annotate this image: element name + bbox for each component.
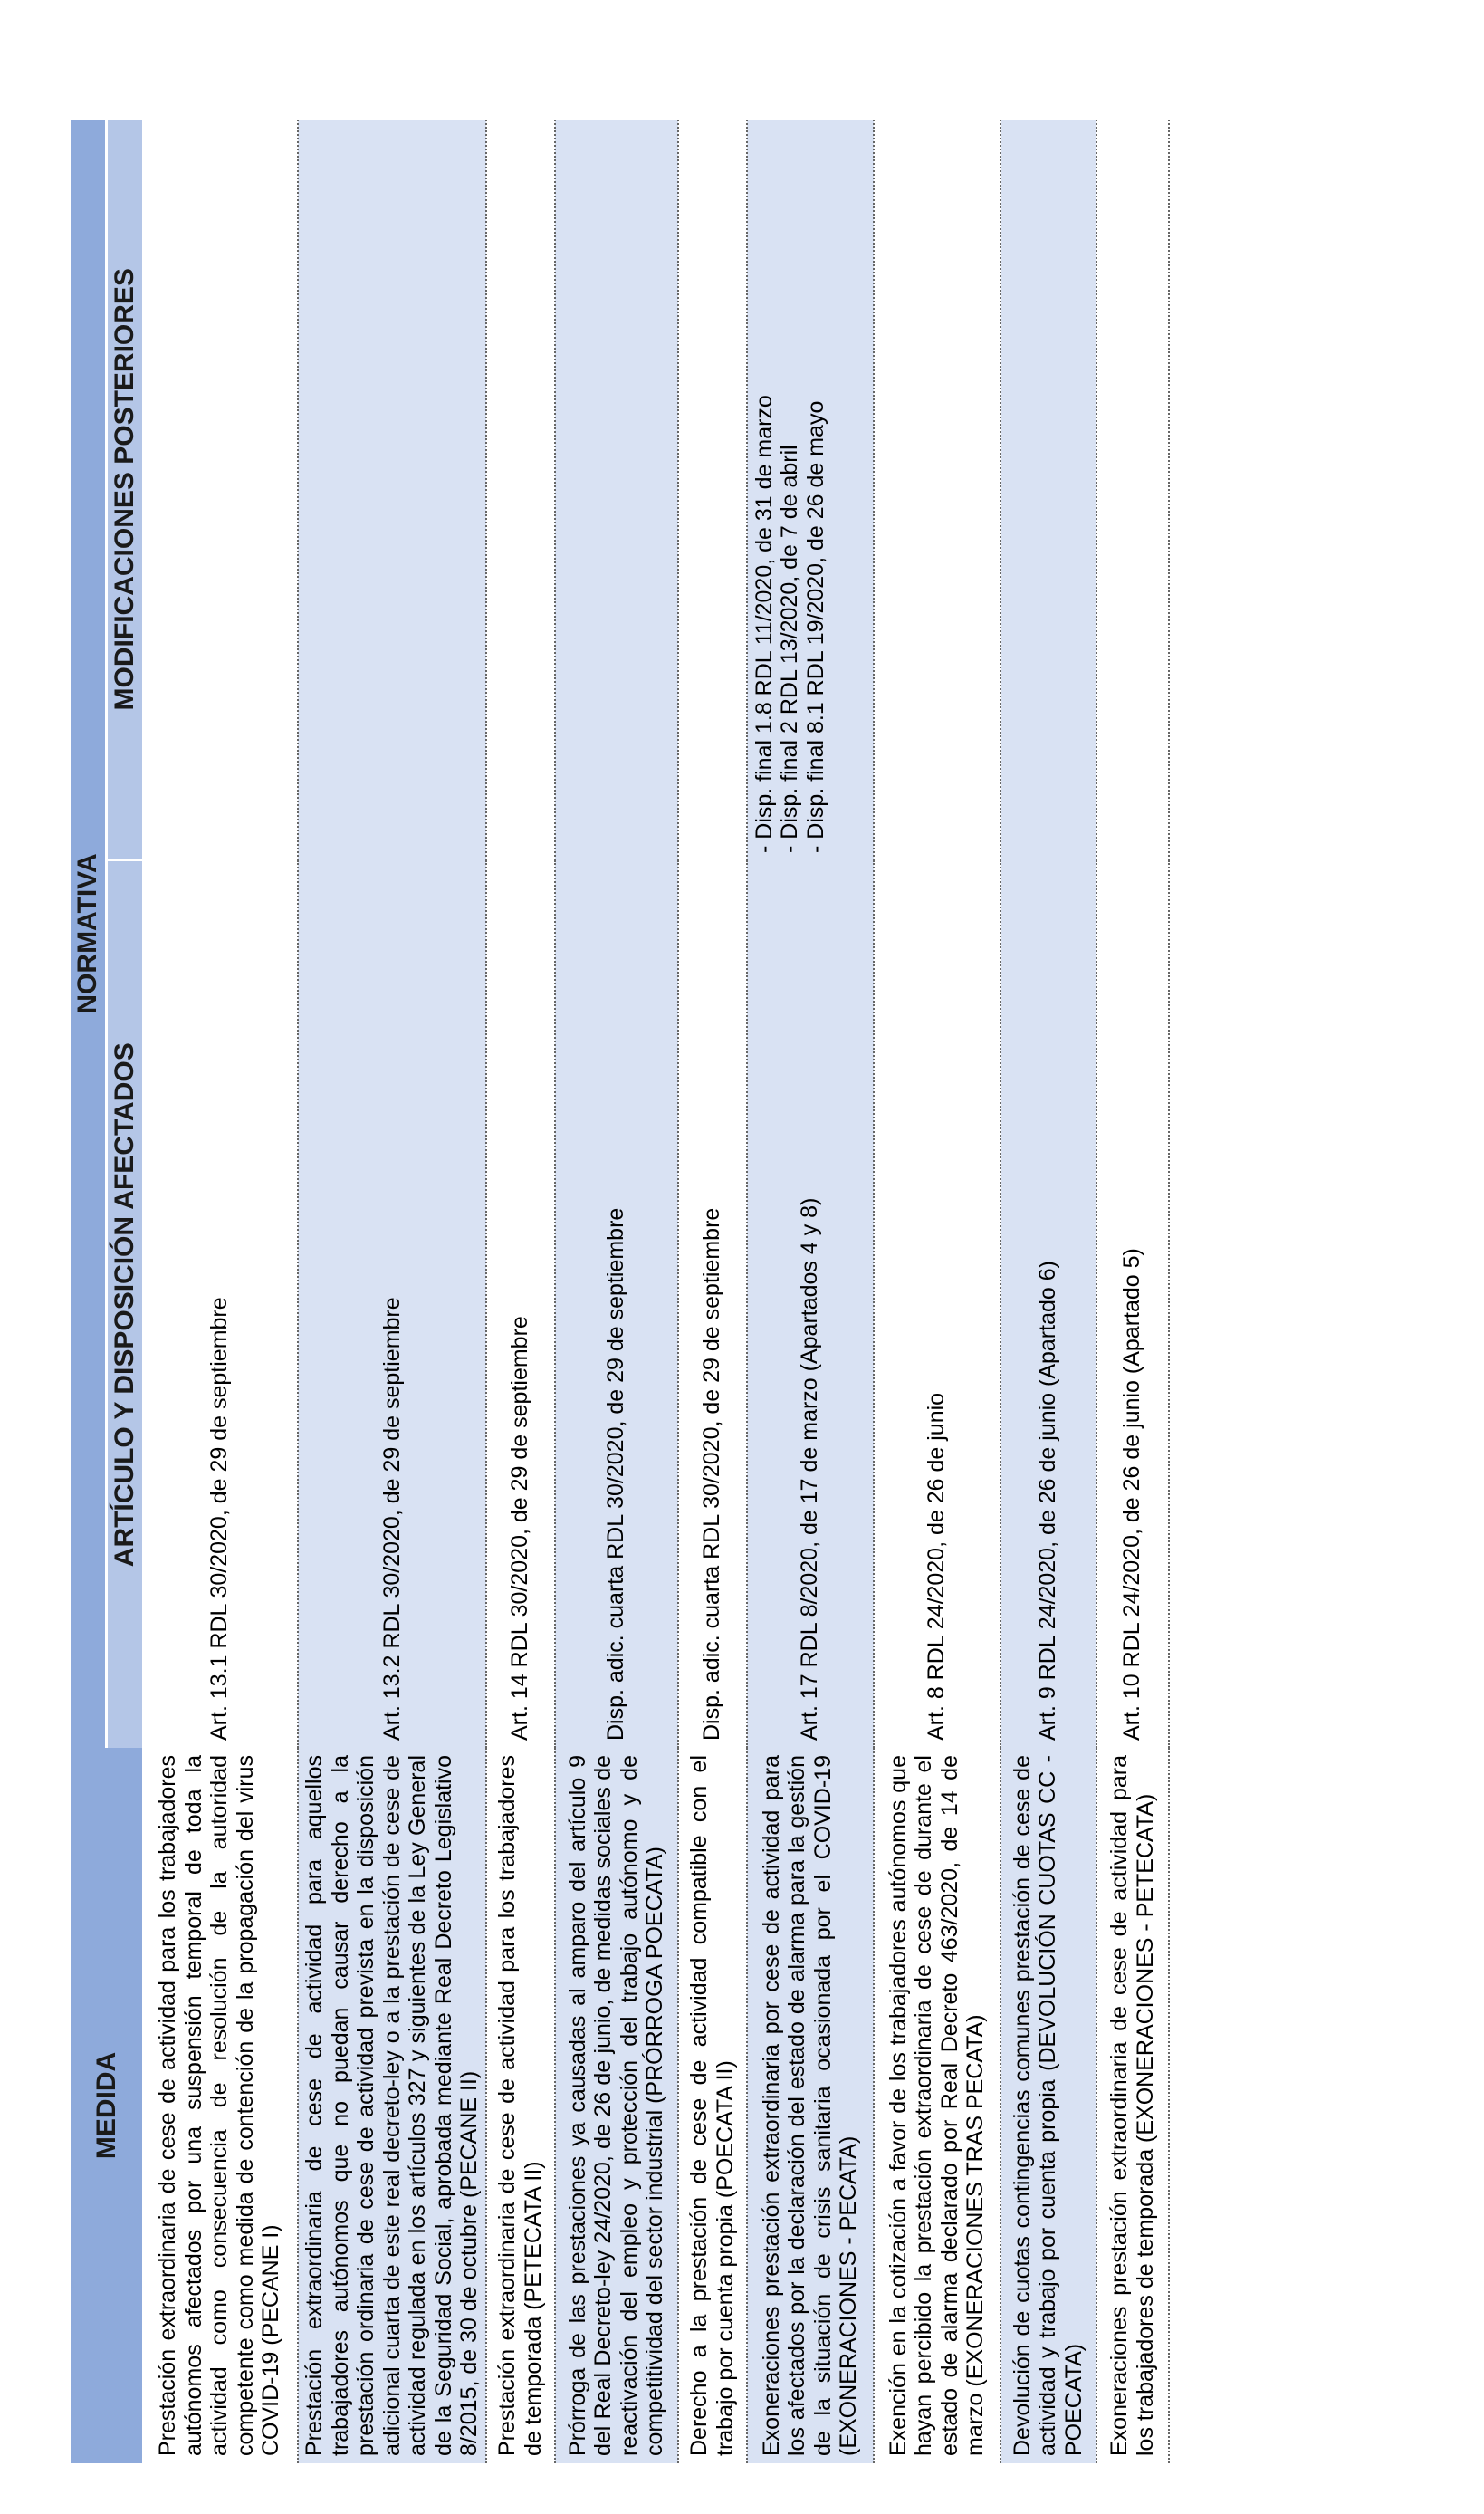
medida-cell: Prestación extraordinaria de cese de actividad para los trabajadores de temporada (PETECATA II) — [486, 1748, 555, 2463]
modificaciones-cell — [142, 120, 298, 860]
header-normativa: NORMATIVA — [71, 120, 107, 1748]
table-row — [555, 120, 678, 2463]
modificaciones-cell — [298, 120, 486, 860]
medida-cell: Prestación extraordinaria de cese de actividad para los trabajadores autónomos afectados por una suspensión temporal de toda la actividad como consecuencia de resolución de la autoridad competente como medida de contención de la propagación del virus COVID-19 (PECANE I) — [142, 1748, 298, 2463]
modificaciones-cell — [1001, 120, 1096, 860]
modificaciones-cell — [874, 120, 1001, 860]
table-row — [298, 120, 486, 2463]
table-row — [678, 120, 747, 2463]
articulo-cell: Art. 17 RDL 8/2020, de 17 de marzo (Apartados 4 y 8) — [747, 860, 874, 1748]
articulo-cell: Art. 9 RDL 24/2020, de 26 de junio (Apartado 6) — [1001, 860, 1096, 1748]
table-row — [874, 120, 1001, 2463]
header-modificaciones: MODIFICACIONES POSTERIORES — [107, 120, 143, 860]
modificacion-item: - Disp. final 8.1 RDL 19/2020, de 26 de mayo — [802, 400, 828, 853]
header-medida: MEDIDA — [71, 1748, 142, 2463]
articulo-cell: Art. 13.1 RDL 30/2020, de 29 de septiembre — [142, 860, 298, 1748]
table-row — [1001, 120, 1096, 2463]
medida-cell: Exoneraciones prestación extraordinaria de cese de actividad para los trabajadores de temporada (EXONERACIONES - PETECATA) — [1096, 1748, 1169, 2463]
medida-cell: Exoneraciones prestación extraordinaria por cese de actividad para los afectados por la declaración del estado de alarma para la gestión de la situación de crisis sanitaria ocasionada por el COVID-19 (EXONERACIONES - PECATA) — [747, 1748, 874, 2463]
articulo-cell: Art. 8 RDL 24/2020, de 26 de junio — [874, 860, 1001, 1748]
measures-table — [71, 120, 1170, 2463]
modificaciones-cell — [486, 120, 555, 860]
modificacion-item: - Disp. final 1.8 RDL 11/2020, de 31 de marzo — [751, 395, 777, 853]
articulo-cell: Art. 10 RDL 24/2020, de 26 de junio (Apartado 5) — [1096, 860, 1169, 1748]
medida-cell: Exención en la cotización a favor de los trabajadores autónomos que hayan percibido la prestación extraordinaria de cese de durante el estado de alarma declarado por Real Decreto 463/2020, de 14 de marzo (EXONERACIONES TRAS PECATA) — [874, 1748, 1001, 2463]
modificacion-item: - Disp. final 2 RDL 13/2020, de 7 de abril — [777, 445, 802, 853]
table-row — [486, 120, 555, 2463]
medida-cell: Prórroga de las prestaciones ya causadas al amparo del artículo 9 del Real Decreto-ley 24/2020, de 26 de junio, de medidas sociales de reactivación del empleo y protección del trabajo autónomo y de competitividad del sector industrial (PRÓRROGA POECATA) — [555, 1748, 678, 2463]
articulo-cell: Disp. adic. cuarta RDL 30/2020, de 29 de septiembre — [678, 860, 747, 1748]
modificaciones-cell — [678, 120, 747, 860]
articulo-cell: Art. 14 RDL 30/2020, de 29 de septiembre — [486, 860, 555, 1748]
table-row — [747, 120, 874, 2463]
articulo-cell: Art. 13.2 RDL 30/2020, de 29 de septiembre — [298, 860, 486, 1748]
table-row — [1096, 120, 1169, 2463]
medida-cell: Devolución de cuotas contingencias comunes prestación de cese de actividad y trabajo por cuenta propia (DEVOLUCIÓN CUOTAS CC - POECATA) — [1001, 1748, 1096, 2463]
modificaciones-cell — [747, 120, 874, 860]
table-row — [142, 120, 298, 2463]
header-articulo: ARTÍCULO Y DISPOSICIÓN AFECTADOS — [107, 860, 143, 1748]
articulo-cell: Disp. adic. cuarta RDL 30/2020, de 29 de septiembre — [555, 860, 678, 1748]
medida-cell: Prestación extraordinaria de cese de actividad para aquellos trabajadores autónomos que no puedan causar derecho a la prestación ordinaria de cese de actividad prevista en la disposición adicional cuarta de este real decreto-ley o a la prestación de cese de actividad regulada en los artículos 327 y siguientes de la Ley General de la Seguridad Social, aprobada mediante Real Decreto Legislativo 8/2015, de 30 de octubre (PECANE II) — [298, 1748, 486, 2463]
modificaciones-cell — [1096, 120, 1169, 860]
medida-cell: Derecho a la prestación de cese de actividad compatible con el trabajo por cuenta propia (POECATA II) — [678, 1748, 747, 2463]
modificaciones-cell — [555, 120, 678, 860]
